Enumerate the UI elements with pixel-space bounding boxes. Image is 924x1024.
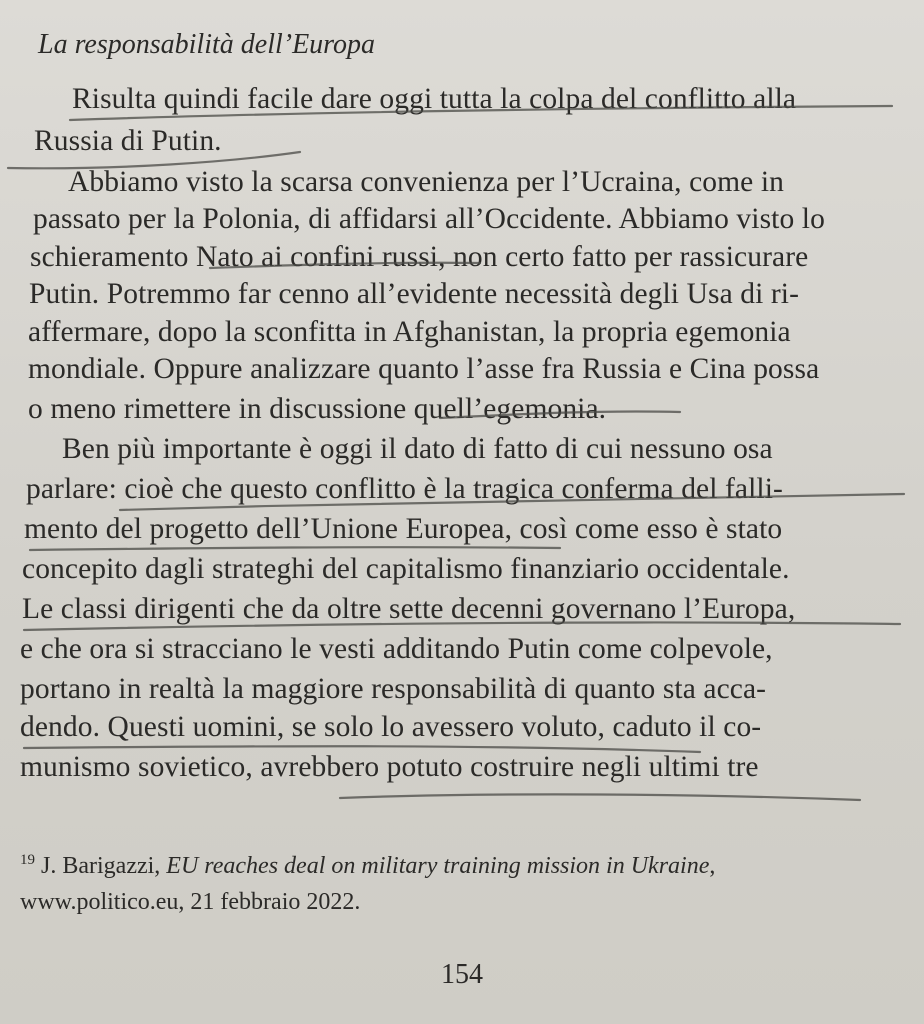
footnote-title: EU reaches deal on military training mission in Ukraine <box>166 853 710 879</box>
text-line: Risulta quindi facile dare oggi tutta la colpa del conflitto alla <box>72 83 797 115</box>
text-line: parlare: cioè che questo conflitto è la tragica conferma del falli- <box>26 473 783 505</box>
text-line: Abbiamo visto la scarsa convenienza per l’Ucraina, come in <box>68 166 784 198</box>
text-line: e che ora si stracciano le vesti additando Putin come colpevole, <box>20 633 773 665</box>
text-line: Russia di Putin. <box>34 125 222 157</box>
text-line: portano in realtà la maggiore responsabilità di quanto sta acca- <box>20 673 767 705</box>
text-line: Ben più importante è oggi il dato di fatto di cui nessuno osa <box>62 433 773 465</box>
footnote-title-suffix: , <box>709 853 716 879</box>
text-line: mento del progetto dell’Unione Europea, così come esso è stato <box>24 513 783 545</box>
footnote-line <box>20 842 715 884</box>
text-line: o meno rimettere in discussione quell’egemonia. <box>28 393 607 425</box>
text-line: dendo. Questi uomini, se solo lo avessero voluto, caduto il co- <box>20 711 762 743</box>
text-line: mondiale. Oppure analizzare quanto l’asse fra Russia e Cina possa <box>28 353 820 385</box>
page-number: 154 <box>441 959 483 990</box>
text-line: munismo sovietico, avrebbero potuto costruire negli ultimi tre <box>20 751 759 783</box>
text-line: concepito dagli strateghi del capitalismo finanziario occidentale. <box>22 553 790 585</box>
text-line: Putin. Potremmo far cenno all’evidente necessità degli Usa di ri- <box>29 278 799 310</box>
footnote <box>20 842 715 920</box>
text-line: passato per la Polonia, di affidarsi all’Occidente. Abbiamo visto lo <box>33 203 825 235</box>
footnote-source: www.politico.eu, 21 febbraio 2022. <box>20 889 361 915</box>
footnote-author: J. Barigazzi, <box>41 853 161 879</box>
text-line: Le classi dirigenti che da oltre sette decenni governano l’Europa, <box>22 593 796 625</box>
running-head: La responsabilità dell’Europa <box>38 29 376 60</box>
footnote-number: 19 <box>20 852 35 868</box>
pencil-underline <box>340 794 860 800</box>
text-line: affermare, dopo la sconfitta in Afghanistan, la propria egemonia <box>28 316 791 348</box>
text-line: schieramento Nato ai confini russi, non certo fatto per rassicurare <box>30 241 809 273</box>
